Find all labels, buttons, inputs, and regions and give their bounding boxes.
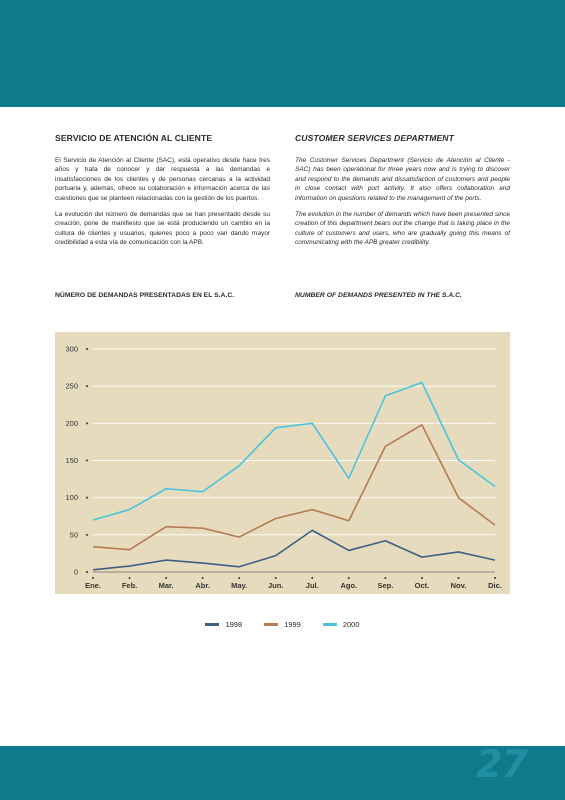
x-tick-label-8: Sep. [377, 581, 394, 590]
x-tick-label-3: Abr. [195, 581, 210, 590]
y-tick-mark-200 [86, 422, 88, 424]
legend-item-1999 [264, 620, 301, 629]
x-tick-mark-11 [494, 577, 496, 579]
chart-caption-es: NÚMERO DE DEMANDAS PRESENTADAS EN EL S.A.C. [55, 292, 235, 299]
header-band [0, 0, 565, 107]
x-tick-label-2: Mar. [158, 581, 174, 590]
y-tick-label-250: 250 [65, 381, 78, 391]
x-tick-mark-9 [421, 577, 423, 579]
series-line-1998 [93, 530, 495, 569]
y-tick-mark-0 [86, 571, 88, 573]
x-tick-label-5: Jun. [268, 581, 284, 590]
paragraph-es-2: La evolución del número de demandas que se han presentado desde su creación, pone de manifiesto que se está produciendo un cambio en la cultura de clientes y usuarios, quienes poco a poco van dando mayor credibilidad a esta vía de comunicación con la APB. [55, 211, 270, 247]
x-tick-label-7: Ago. [340, 581, 358, 590]
y-tick-mark-250 [86, 385, 88, 387]
english-column [295, 133, 510, 255]
legend-item-2000 [323, 620, 360, 629]
x-tick-mark-10 [457, 577, 459, 579]
series-line-1999 [93, 425, 495, 550]
chart-panel [55, 332, 510, 594]
x-tick-label-1: Feb. [121, 581, 138, 590]
y-tick-label-50: 50 [69, 530, 78, 540]
x-tick-mark-2 [165, 577, 167, 579]
paragraph-es-1: El Servicio de Atención al Cliente (SAC), está operativo desde hace tres años y trata de conocer y dar respuesta a las demandas e insatisfacciones de los clientes y de personas cercanas a la actividad portuaria y, además, ofrece su colaboración e información acerca de las cuestiones que se planteen relacionadas con la gestión de los puertos. [55, 157, 270, 202]
x-tick-mark-3 [202, 577, 204, 579]
legend-swatch-1999 [264, 623, 278, 626]
x-tick-mark-0 [92, 577, 94, 579]
y-tick-label-200: 200 [65, 418, 78, 428]
x-tick-mark-4 [238, 577, 240, 579]
y-tick-label-0: 0 [73, 567, 78, 577]
legend-label-1998: 1998 [225, 620, 243, 629]
x-tick-label-11: Dic. [488, 581, 502, 590]
x-tick-label-9: Oct. [414, 581, 430, 590]
page-number: 27 [476, 742, 527, 786]
x-tick-label-4: May. [231, 581, 248, 590]
spanish-column [55, 133, 270, 255]
legend-item-1998 [205, 620, 242, 629]
y-tick-label-300: 300 [65, 344, 78, 354]
y-tick-mark-50 [86, 534, 88, 536]
x-tick-mark-7 [348, 577, 350, 579]
section-heading-en: CUSTOMER SERVICES DEPARTMENT [295, 133, 454, 143]
line-chart [55, 332, 510, 594]
y-tick-label-150: 150 [65, 456, 78, 465]
legend-swatch-2000 [323, 623, 337, 626]
paragraph-en-1: The Customer Services Department (Servicio de Atención al Cliente - SAC) has been operational for three years now and is trying to discover and respond to the demands and dissatisfaction of customers and people in close contact with port activity. It also offers collaboration and information on questions related to the management of the ports. [295, 157, 510, 202]
legend-label-1999: 1999 [284, 620, 301, 629]
x-tick-mark-1 [129, 577, 131, 579]
legend-swatch-1998 [205, 623, 219, 626]
y-tick-mark-100 [86, 497, 88, 499]
y-tick-mark-300 [86, 348, 88, 350]
section-heading-es: SERVICIO DE ATENCIÓN AL CLIENTE [55, 133, 213, 143]
x-tick-label-0: Ene. [85, 581, 101, 590]
x-tick-mark-6 [311, 577, 313, 579]
x-tick-mark-8 [384, 577, 386, 579]
x-tick-mark-5 [275, 577, 277, 579]
y-tick-label-100: 100 [65, 493, 78, 503]
legend-label-2000: 2000 [342, 620, 360, 629]
paragraph-en-2: The evolution in the number of demands which have been presented since creation of this department bears out the change that is taking place in the culture of customers and users, who are gradually giving this means of communicating with the APB greater credibility. [295, 211, 510, 247]
x-tick-label-6: Jul. [305, 581, 319, 590]
x-tick-label-10: Nov. [450, 581, 467, 590]
chart-legend [0, 620, 565, 629]
y-tick-mark-150 [86, 460, 88, 462]
chart-caption-en: NUMBER OF DEMANDS PRESENTED IN THE S.A.C. [295, 292, 462, 299]
